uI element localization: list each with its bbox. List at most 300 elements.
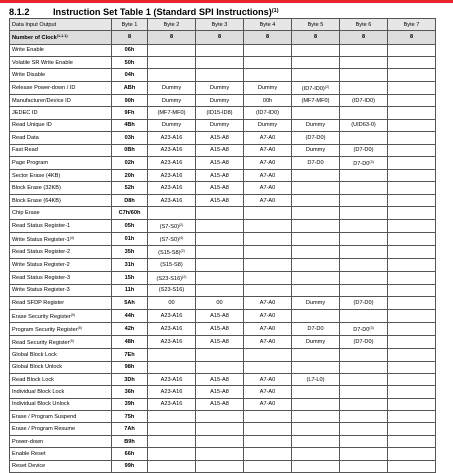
table-row (10, 81, 436, 94)
header-byte-5: Byte 5 (292, 19, 340, 31)
byte-4-cell (244, 460, 292, 472)
byte-4-cell (244, 373, 292, 385)
byte-6-cell (340, 81, 388, 94)
cell-text: Write Status Register-2 (12, 261, 70, 268)
cell-text: (ID7-ID0) (352, 97, 375, 104)
byte-7-cell (388, 44, 436, 56)
byte-4-cell (244, 156, 292, 169)
table-row (10, 144, 436, 156)
clock-count-byte-3: 8 (196, 31, 244, 44)
cell-text: Write Status Register-1 (12, 237, 70, 244)
cell-text: 90h (124, 97, 135, 104)
byte-6-cell (340, 259, 388, 271)
byte-7-cell (388, 349, 436, 361)
cell-text: A23-A16 (160, 147, 183, 154)
byte-2-cell (148, 271, 196, 284)
cell-text: Read Status Register-1 (12, 222, 71, 229)
opcode-cell (112, 335, 148, 348)
cell-text: Write Status Register-3 (12, 287, 70, 294)
byte-5-cell (292, 460, 340, 472)
instruction-name-cell (10, 94, 112, 106)
instruction-name-cell (10, 411, 112, 423)
instruction-name-cell (10, 170, 112, 182)
byte-6-cell (340, 349, 388, 361)
byte-5-cell (292, 56, 340, 68)
cell-text: Read Unique ID (12, 122, 52, 129)
section-title-note: (1) (271, 8, 279, 14)
byte-2-cell (148, 309, 196, 322)
byte-5-cell (292, 232, 340, 245)
byte-5-cell (292, 119, 340, 131)
byte-4-cell (244, 207, 292, 219)
byte-5-cell (292, 297, 340, 309)
byte-5-cell (292, 132, 340, 144)
byte-2-cell (148, 297, 196, 309)
opcode-cell (112, 182, 148, 194)
byte-4-cell (244, 81, 292, 94)
cell-text: 39h (124, 401, 135, 408)
byte-2-cell (148, 219, 196, 232)
byte-7-cell (388, 232, 436, 245)
cell-text: Dummy (305, 339, 326, 346)
byte-7-cell (388, 335, 436, 348)
cell-text: A23-A16 (160, 401, 183, 408)
byte-5-cell (292, 81, 340, 94)
byte-6-cell (340, 335, 388, 348)
cell-text: Dummy (209, 84, 230, 91)
cell-text: 20h (124, 172, 135, 179)
cell-text: A7-A0 (259, 401, 276, 408)
byte-3-cell (196, 69, 244, 81)
byte-2-cell (148, 132, 196, 144)
byte-5-cell (292, 182, 340, 194)
cell-text: 5Ah (124, 299, 135, 306)
byte-4-cell (244, 246, 292, 259)
cell-text: (D7-D0) (353, 339, 374, 346)
footnote-marker: (2) (324, 84, 330, 89)
opcode-cell (112, 411, 148, 423)
cell-text: Dummy (209, 97, 230, 104)
cell-text: A15-A8 (210, 147, 229, 154)
cell-text: Read Status Register-3 (12, 274, 71, 281)
cell-text: 7Ah (124, 426, 135, 433)
cell-text: 03h (124, 134, 135, 141)
byte-3-cell (196, 284, 244, 296)
opcode-cell (112, 361, 148, 373)
byte-6-cell (340, 386, 388, 398)
byte-2-cell (148, 182, 196, 194)
cell-text: A7-A0 (259, 159, 276, 166)
cell-text: (ID7-ID0) (256, 110, 279, 117)
byte-6-cell (340, 373, 388, 385)
byte-7-cell (388, 322, 436, 335)
cell-text: 3Dh (124, 376, 135, 383)
byte-6-cell (340, 271, 388, 284)
cell-text: 06h (124, 47, 135, 54)
byte-6-cell (340, 460, 388, 472)
byte-7-cell (388, 309, 436, 322)
byte-7-cell (388, 144, 436, 156)
byte-6-cell (340, 361, 388, 373)
opcode-cell (112, 44, 148, 56)
byte-3-cell (196, 259, 244, 271)
byte-5-cell (292, 246, 340, 259)
byte-7-cell (388, 361, 436, 373)
byte-6-cell (340, 94, 388, 106)
byte-2-cell (148, 246, 196, 259)
byte-7-cell (388, 194, 436, 206)
cell-text: 35h (124, 249, 135, 256)
cell-text: Block Erase (64KB) (12, 197, 61, 204)
top-color-bar (0, 0, 453, 3)
header-byte-6: Byte 6 (340, 19, 388, 31)
byte-4-cell (244, 423, 292, 435)
table-row (10, 411, 436, 423)
instruction-name-cell (10, 322, 112, 335)
instruction-name-cell (10, 69, 112, 81)
byte-2-cell (148, 232, 196, 245)
byte-2-cell (148, 107, 196, 119)
byte-2-cell (148, 144, 196, 156)
instruction-name-cell (10, 156, 112, 169)
byte-4-cell (244, 144, 292, 156)
instruction-name-cell (10, 259, 112, 271)
footnote-marker: (5) (69, 338, 74, 343)
cell-text: C7h/60h (118, 209, 141, 216)
header-byte-7: Byte 7 (388, 19, 436, 31)
cell-text: A23-A16 (160, 185, 183, 192)
byte-2-cell (148, 170, 196, 182)
byte-3-cell (196, 246, 244, 259)
byte-6-cell (340, 309, 388, 322)
cell-text: Read Block Lock (12, 376, 54, 383)
byte-3-cell (196, 335, 244, 348)
byte-4-cell (244, 435, 292, 447)
cell-text: 9Fh (124, 110, 135, 117)
table-row (10, 460, 436, 472)
cell-text: 75h (124, 413, 135, 420)
byte-4-cell (244, 309, 292, 322)
cell-text: Volatile SR Write Enable (12, 59, 73, 66)
byte-7-cell (388, 207, 436, 219)
footnote-marker: (3) (369, 325, 374, 330)
cell-text: Dummy (161, 84, 182, 91)
byte-4-cell (244, 284, 292, 296)
byte-2-cell (148, 335, 196, 348)
byte-6-cell (340, 322, 388, 335)
cell-text: A15-A8 (210, 312, 229, 319)
byte-7-cell (388, 182, 436, 194)
cell-text: (ID15-ID8) (206, 110, 233, 117)
byte-5-cell (292, 207, 340, 219)
cell-text: (D7-D0) (305, 134, 326, 141)
byte-6-cell (340, 207, 388, 219)
byte-7-cell (388, 119, 436, 131)
byte-3-cell (196, 349, 244, 361)
cell-text: 98h (124, 364, 135, 371)
cell-text: Read SFDP Register (12, 299, 65, 306)
instruction-name-cell (10, 81, 112, 94)
footnote-marker: (2) (182, 274, 187, 279)
byte-2-cell (148, 361, 196, 373)
footnote-marker: (2) (178, 222, 184, 227)
table-row (10, 373, 436, 385)
byte-6-cell (340, 435, 388, 447)
table-row (10, 69, 436, 81)
instruction-name-cell (10, 207, 112, 219)
cell-text: 04h (124, 72, 135, 79)
clock-count-label (10, 31, 112, 44)
byte-4-cell (244, 349, 292, 361)
header-byte-3: Byte 3 (196, 19, 244, 31)
table-row (10, 56, 436, 68)
byte-3-cell (196, 322, 244, 335)
table-row (10, 194, 436, 206)
cell-text: A23-A16 (160, 159, 183, 166)
byte-2-cell (148, 81, 196, 94)
cell-text: B9h (124, 438, 135, 445)
byte-5-cell (292, 144, 340, 156)
cell-text: (S15-S8) (158, 250, 181, 257)
byte-5-cell (292, 69, 340, 81)
table-row (10, 132, 436, 144)
byte-7-cell (388, 460, 436, 472)
cell-text: Program Security Register (12, 326, 78, 333)
table-row (10, 386, 436, 398)
byte-4-cell (244, 361, 292, 373)
byte-7-cell (388, 94, 436, 106)
byte-3-cell (196, 232, 244, 245)
byte-3-cell (196, 411, 244, 423)
instruction-name-cell (10, 246, 112, 259)
cell-text: Reset Device (12, 463, 46, 470)
opcode-cell (112, 94, 148, 106)
opcode-cell (112, 322, 148, 335)
byte-4-cell (244, 271, 292, 284)
footnote-marker: (3) (369, 159, 374, 164)
cell-text: Dummy (161, 122, 182, 129)
cell-text: A23-A16 (160, 376, 183, 383)
byte-7-cell (388, 219, 436, 232)
byte-6-cell (340, 232, 388, 245)
table-row (10, 94, 436, 106)
byte-5-cell (292, 435, 340, 447)
table-row (10, 349, 436, 361)
opcode-cell (112, 194, 148, 206)
instruction-name-cell (10, 460, 112, 472)
instruction-name-cell (10, 119, 112, 131)
byte-6-cell (340, 107, 388, 119)
table-row (10, 156, 436, 169)
byte-3-cell (196, 107, 244, 119)
table-row (10, 259, 436, 271)
cell-text: A7-A0 (259, 197, 276, 204)
cell-text: Dummy (305, 299, 326, 306)
cell-text: Chip Erase (12, 209, 40, 216)
byte-5-cell (292, 398, 340, 410)
byte-2-cell (148, 69, 196, 81)
cell-text: Dummy (209, 122, 230, 129)
table-row (10, 107, 436, 119)
byte-6-cell (340, 297, 388, 309)
byte-2-cell (148, 207, 196, 219)
cell-text: Read Data (12, 134, 39, 141)
instruction-name-cell (10, 297, 112, 309)
byte-7-cell (388, 284, 436, 296)
footnote-marker: (4) (69, 235, 75, 240)
byte-3-cell (196, 194, 244, 206)
opcode-cell (112, 246, 148, 259)
cell-text: Global Block Unlock (12, 364, 63, 371)
cell-text: A15-A8 (210, 185, 229, 192)
cell-text: 31h (124, 261, 135, 268)
table-row (10, 182, 436, 194)
opcode-cell (112, 398, 148, 410)
byte-6-cell (340, 119, 388, 131)
cell-text: (MF7-MF0) (157, 110, 186, 117)
cell-text: 00 (168, 299, 175, 306)
cell-text: Fast Read (12, 147, 38, 154)
cell-text: 00h (262, 97, 273, 104)
instruction-name-cell (10, 107, 112, 119)
byte-7-cell (388, 246, 436, 259)
byte-2-cell (148, 411, 196, 423)
cell-text: 00 (216, 299, 223, 306)
table-row (10, 284, 436, 296)
byte-6-cell (340, 284, 388, 296)
table-row (10, 232, 436, 245)
cell-text: Write Disable (12, 72, 46, 79)
byte-5-cell (292, 309, 340, 322)
byte-7-cell (388, 81, 436, 94)
byte-5-cell (292, 284, 340, 296)
cell-text: A7-A0 (259, 312, 276, 319)
section-title: Instruction Set Table 1 (Standard SPI Instructions) (53, 7, 272, 17)
byte-4-cell (244, 398, 292, 410)
byte-6-cell (340, 132, 388, 144)
cell-text: 02h (124, 159, 135, 166)
clock-count-byte-1: 8 (112, 31, 148, 44)
header-byte-2: Byte 2 (148, 19, 196, 31)
table-row (10, 435, 436, 447)
byte-3-cell (196, 271, 244, 284)
footnote-marker: (2) (180, 249, 185, 254)
byte-4-cell (244, 94, 292, 106)
cell-text: A7-A0 (259, 147, 276, 154)
byte-5-cell (292, 259, 340, 271)
cell-text: JEDEC ID (12, 110, 38, 117)
cell-text: Dummy (305, 147, 326, 154)
cell-text: D7-D0 (353, 161, 370, 168)
cell-text: Individual Block Lock (12, 388, 65, 395)
byte-7-cell (388, 271, 436, 284)
cell-text: ABh (123, 84, 136, 91)
cell-text: 4Bh (124, 122, 135, 129)
clock-count-label-text: Number of Clock (12, 35, 57, 42)
cell-text: Sector Erase (4KB) (12, 172, 61, 179)
byte-5-cell (292, 423, 340, 435)
table-row (10, 423, 436, 435)
byte-3-cell (196, 423, 244, 435)
table-row (10, 219, 436, 232)
byte-3-cell (196, 144, 244, 156)
cell-text: 0Bh (124, 147, 135, 154)
cell-text: Erase / Program Resume (12, 426, 76, 433)
clock-count-byte-4: 8 (244, 31, 292, 44)
cell-text: A7-A0 (259, 325, 276, 332)
byte-3-cell (196, 207, 244, 219)
cell-text: A7-A0 (259, 376, 276, 383)
cell-text: A7-A0 (259, 185, 276, 192)
cell-text: 99h (124, 463, 135, 470)
byte-2-cell (148, 435, 196, 447)
cell-text: (D7-D0) (353, 147, 374, 154)
cell-text: A15-A8 (210, 388, 229, 395)
cell-text: Block Erase (32KB) (12, 185, 61, 192)
cell-text: Release Power-down / ID (12, 84, 76, 91)
byte-2-cell (148, 373, 196, 385)
footnote-marker: (5) (70, 312, 76, 317)
opcode-cell (112, 349, 148, 361)
footnote-marker: (5) (77, 325, 82, 330)
clock-count-byte-7: 8 (388, 31, 436, 44)
byte-6-cell (340, 56, 388, 68)
byte-2-cell (148, 349, 196, 361)
byte-5-cell (292, 361, 340, 373)
byte-6-cell (340, 44, 388, 56)
instruction-name-cell (10, 361, 112, 373)
byte-5-cell (292, 322, 340, 335)
byte-6-cell (340, 219, 388, 232)
byte-4-cell (244, 322, 292, 335)
byte-3-cell (196, 219, 244, 232)
cell-text: Dummy (257, 122, 278, 129)
opcode-cell (112, 170, 148, 182)
cell-text: 36h (124, 388, 135, 395)
byte-5-cell (292, 219, 340, 232)
instruction-name-cell (10, 423, 112, 435)
byte-4-cell (244, 69, 292, 81)
cell-text: Manufacturer/Device ID (12, 97, 71, 104)
table-row (10, 361, 436, 373)
instruction-name-cell (10, 335, 112, 348)
byte-7-cell (388, 132, 436, 144)
opcode-cell (112, 373, 148, 385)
byte-3-cell (196, 435, 244, 447)
instruction-name-cell (10, 373, 112, 385)
byte-4-cell (244, 56, 292, 68)
cell-text: D7-D0 (353, 326, 370, 333)
cell-text: Page Program (12, 159, 49, 166)
byte-6-cell (340, 69, 388, 81)
instruction-name-cell (10, 44, 112, 56)
opcode-cell (112, 207, 148, 219)
opcode-cell (112, 156, 148, 169)
table-row (10, 335, 436, 348)
byte-7-cell (388, 56, 436, 68)
byte-4-cell (244, 259, 292, 271)
byte-7-cell (388, 398, 436, 410)
byte-5-cell (292, 170, 340, 182)
cell-text: A15-A8 (210, 339, 229, 346)
byte-3-cell (196, 56, 244, 68)
cell-text: Read Security Register (12, 340, 70, 347)
instruction-name-cell (10, 132, 112, 144)
cell-text: (S7-S0) (159, 223, 179, 230)
byte-5-cell (292, 349, 340, 361)
cell-text: (L7-L0) (306, 376, 325, 383)
cell-text: Dummy (161, 97, 182, 104)
